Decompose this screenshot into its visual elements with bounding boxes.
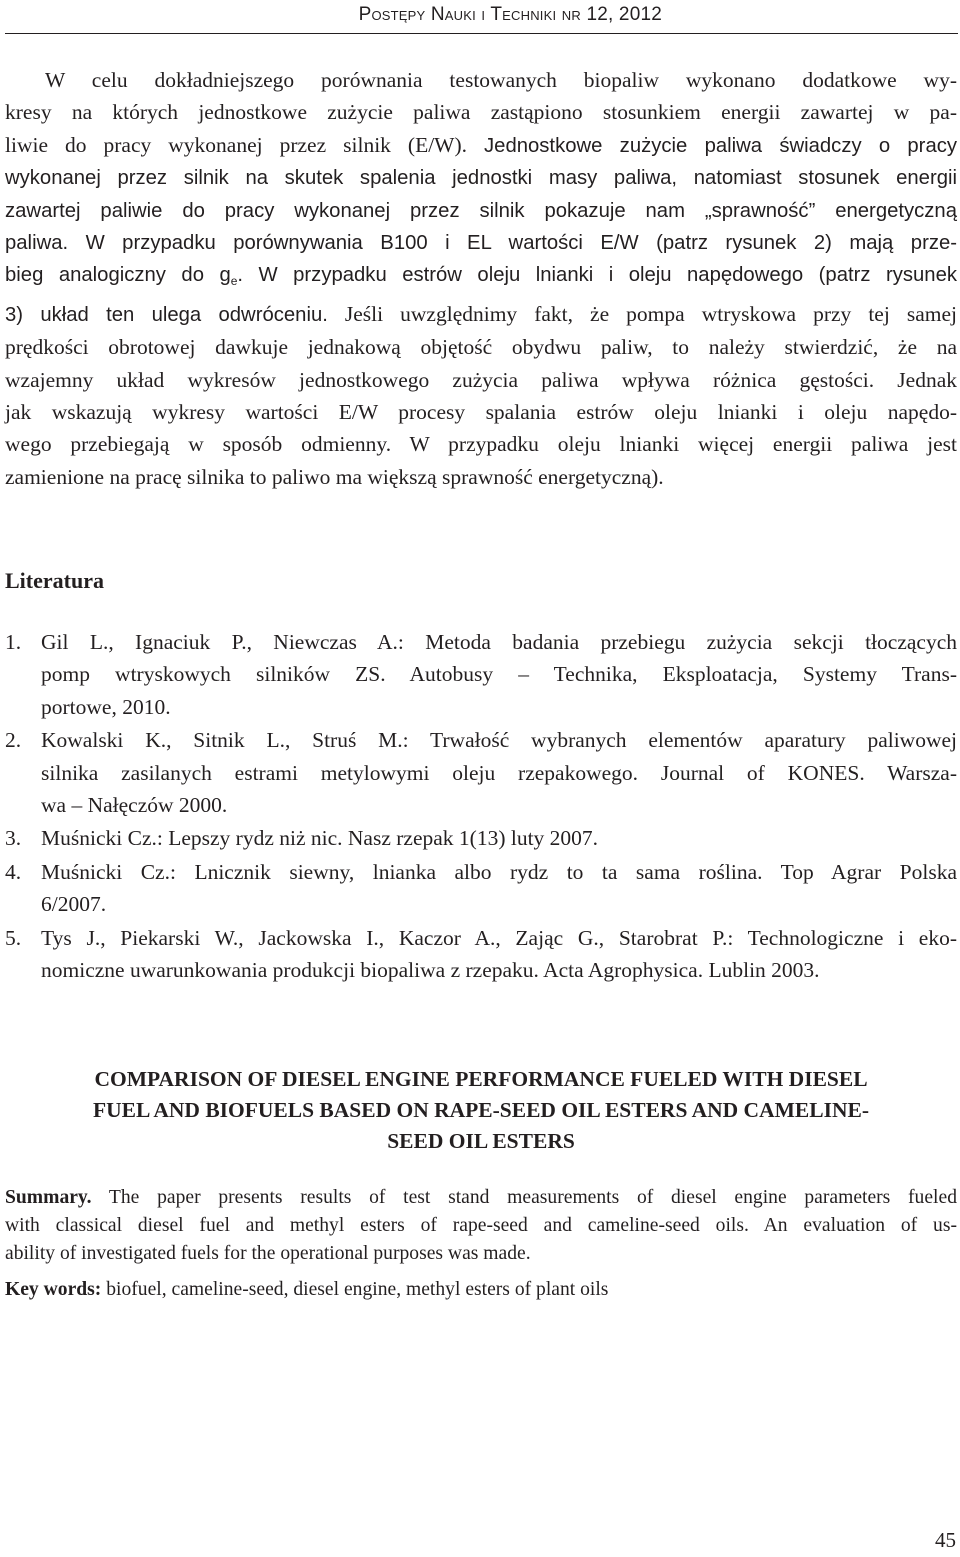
reference-item [5,922,957,987]
page-number: 45 [935,1528,956,1552]
reference-number: 3. [5,826,22,851]
reference-line: Gil L., Ignaciuk P., Niewczas A.: Metoda badania przebiegu zużycia sekcji tłoczących [41,630,957,654]
reference-line: Tys J., Piekarski W., Jackowska I., Kaczor A., Zając G., Starobrat P.: Technologiczne i eko- [41,925,957,950]
paragraph-line: zamienione na pracę silnika to paliwo ma większą sprawność energetyczną). [5,464,664,489]
paragraph-line: prędkości obrotowej dawkuje jednakową objętość obydwu paliw, to należy stwierdzić, że na [5,335,957,360]
reference-line: pomp wtryskowych silników ZS. Autobusy – Technika, Eksploatacja, Systemy Trans- [41,662,957,687]
summary-line: ability of investigated fuels for the operational purposes was made. [5,1243,531,1264]
summary-line: with classical diesel fuel and methyl esters of rape-seed and cameline-seed oils. An evaluation of us- [5,1215,957,1236]
body-paragraph [5,64,957,493]
reference-number: 5. [5,925,22,950]
paragraph-line [5,129,957,162]
header-rule [5,33,958,34]
reference-line: nomiczne uwarunkowania produkcji biopaliwa z rzepaku. Acta Agrophysica. Lublin 2003. [41,958,820,983]
reference-line: Muśnicki Cz.: Lepszy rydz niż nic. Nasz rzepak 1(13) luty 2007. [41,826,599,851]
paragraph-line: W celu dokładniejszego porównania testowanych biopaliw wykonano dodatkowe wy- [45,68,957,92]
paragraph-line: paliwa. W przypadku porównywania B100 i EL wartości E/W (patrz rysunek 2) mają prze- [5,232,957,255]
summary-label: Summary. [5,1187,92,1208]
reference-item [5,724,957,821]
title-line: COMPARISON OF DIESEL ENGINE PERFORMANCE FUELED WITH DIESEL [94,1067,868,1091]
reference-item [5,822,957,854]
paragraph-line [5,298,957,331]
paragraph-segment: Jednostkowe zużycie paliwa świadczy o pracy [484,134,958,157]
keywords-label: Key words: [5,1279,102,1300]
subscript: e [230,274,238,289]
reference-line: wa – Nałęczów 2000. [41,793,228,818]
reference-line: Kowalski K., Sitnik L., Struś M.: Trwałość wybranych elementów aparatury paliwowej [41,728,957,753]
reference-line: portowe, 2010. [41,694,171,719]
paragraph-segment: bieg analogiczny do g [5,264,231,287]
paragraph-line: wzajemny układ wykresów jednostkowego zużycia paliwa wpływa różnica gęstości. Jednak [5,367,957,392]
english-title [5,1064,957,1157]
paragraph-line: wego przebiegają w sposób odmienny. W przypadku oleju lnianki więcej energii paliwa jest [5,432,957,457]
summary-text: The paper presents results of test stand measurements of diesel engine parameters fueled [91,1187,957,1208]
reference-line: 6/2007. [41,892,107,917]
reference-line: silnika zasilanych estrami metylowymi oleju rzepakowego. Journal of KONES. Warsza- [41,760,957,785]
keywords-line [5,1276,957,1304]
reference-number: 2. [5,728,22,753]
reference-item [5,626,957,723]
reference-item [5,856,957,921]
paragraph-line: zawartej paliwie do pracy wykonanej przez silnik pokazuje nam „sprawność” energetyczną [5,199,957,222]
paragraph-segment: liwie do pracy wykonanej przez silnik (E/W). [5,132,468,157]
paragraph-line: jak wskazują wykresy wartości E/W procesy spalania estrów oleju lnianki i oleju napędo- [5,400,957,425]
paragraph-line: kresy na których jednostkowe zużycie paliwa zastąpiono stosunkiem energii zawartej w pa- [5,100,957,125]
keywords-text: biofuel, cameline-seed, diesel engine, methyl esters of plant oils [101,1279,609,1300]
title-line: FUEL AND BIOFUELS BASED ON RAPE-SEED OIL ESTERS AND CAMELINE- [93,1098,869,1122]
journal-header: Postępy Nauki i Techniki nr 12, 2012 [358,4,662,25]
paragraph-segment: Jeśli uwzględnimy fakt, że pompa wtryskowa przy tej samej [327,301,957,326]
reference-line: Muśnicki Cz.: Lnicznik siewny, lnianka albo rydz to ta sama roślina. Top Agrar Polska [41,859,957,884]
summary-line [5,1184,957,1212]
paragraph-segment: 3) układ ten ulega odwróceniu. [5,303,328,326]
paragraph-segment: . W przypadku estrów oleju lnianki i oleju napędowego (patrz rysunek [237,264,958,287]
summary-paragraph [5,1184,957,1268]
reference-number: 1. [5,630,22,654]
paragraph-line [5,259,957,297]
title-line: SEED OIL ESTERS [387,1129,575,1153]
reference-number: 4. [5,859,22,884]
paragraph-line: wykonanej przez silnik na skutek spalenia jednostki masy paliwa, natomiast stosunek energii [5,167,957,190]
reference-list [5,626,957,987]
literature-heading: Literatura [5,568,104,593]
